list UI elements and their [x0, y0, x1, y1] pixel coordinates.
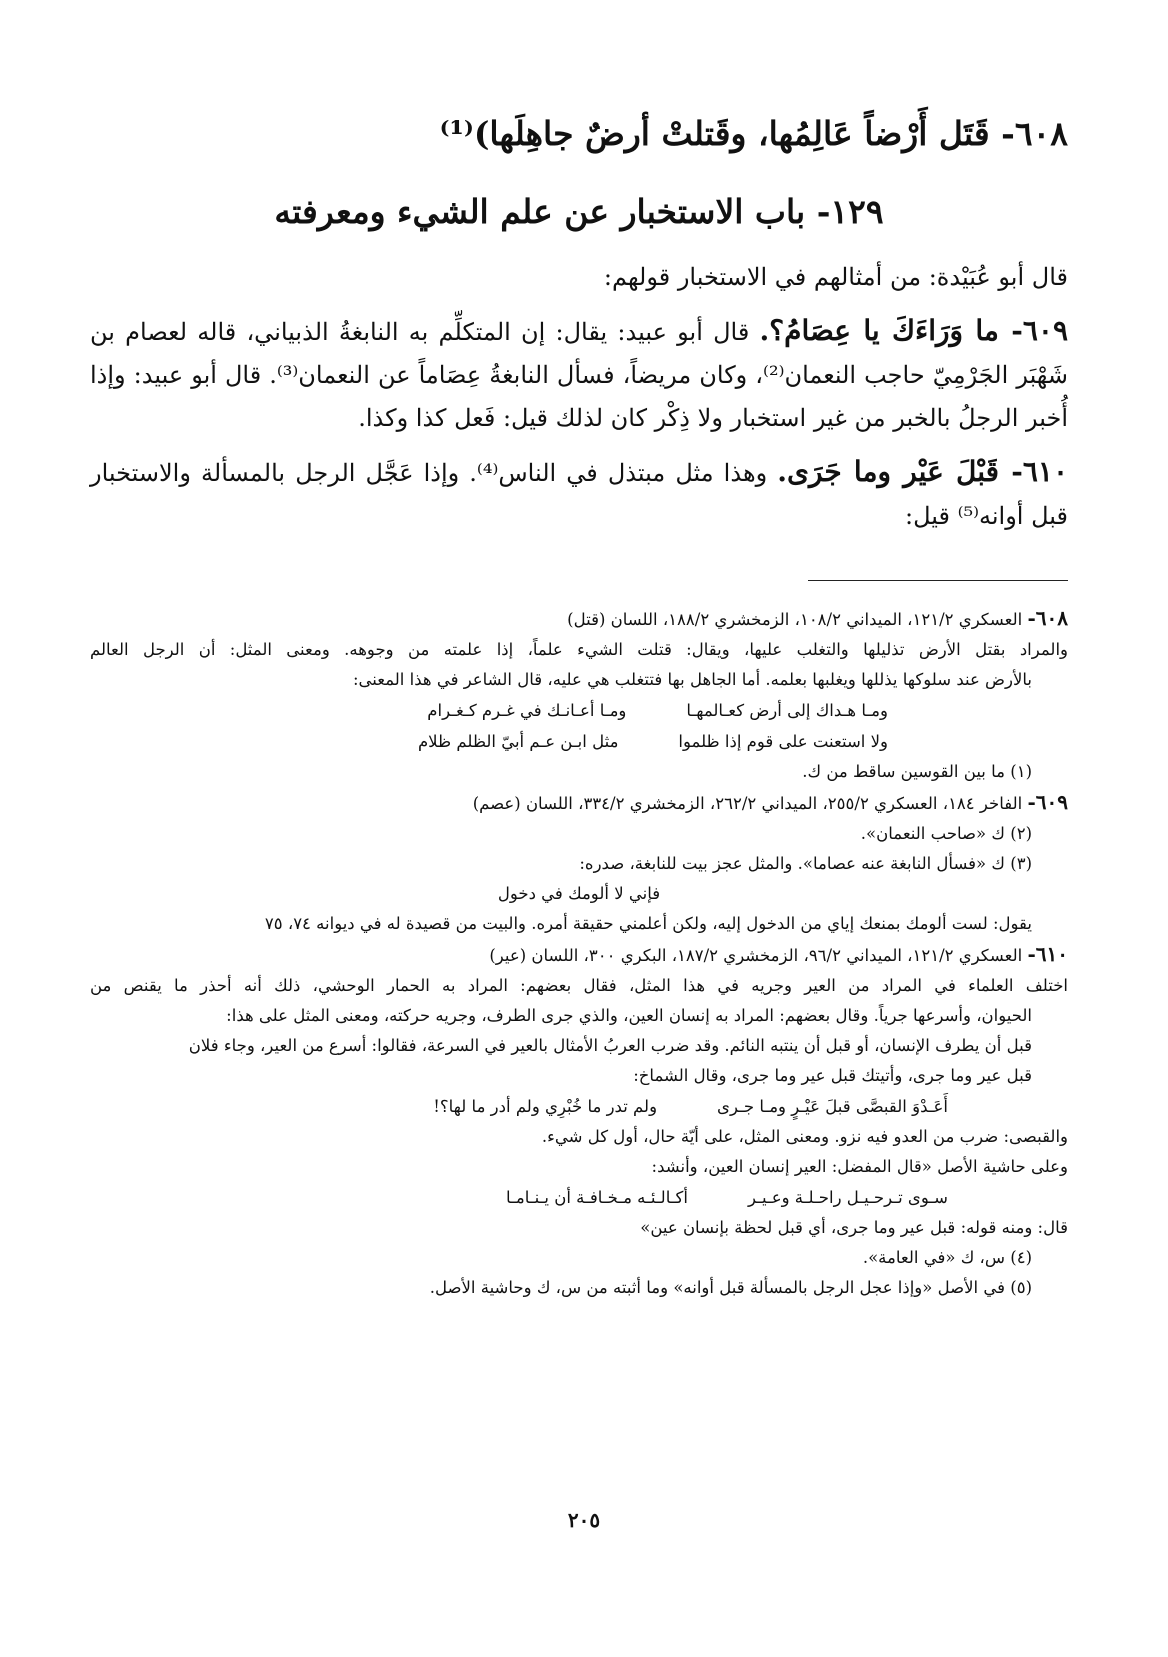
- footnote-610-line1: اختلف العلماء في المراد من العير وجريه في هذا المثل، فقال بعضهم: المراد به الحمار الوحشي، ذلك أنه أحذر ما يقنص من: [90, 976, 1068, 995]
- paragraph-609: [90, 309, 1068, 440]
- footnote-608-line1: والمراد بقتل الأرض تذليلها والتغلب عليها، ويقال: قتلت الشيء علماً، إذا علمته من وجوهه. ومعنى المثل: أن الرجل العالم: [90, 640, 1068, 659]
- footnote-608-verse2: ولا استعنت على قوم إذا ظلموا مثل ابـن عـم أبيّ الظلم ظلام: [417, 732, 888, 751]
- footnote-608-line2: بالأرض عند سلوكها يذللها ويغلبها بعلمه. أما الجاهل بها فتتغلب هي عليه، قال الشاعر في هذا المعنى:: [352, 670, 1032, 689]
- footnote-1: (١) ما بين القوسين ساقط من ك.: [802, 762, 1032, 781]
- footnote-3: (٣) ك «فسأل النابغة عنه عصاما». والمثل عجز بيت للنابغة، صدره:: [579, 854, 1032, 873]
- footnote-608-source: ٦٠٨- العسكري ١٢١/٢، الميداني ١٠٨/٢، الزمخشري ١٨٨/٢، اللسان (قتل): [567, 606, 1068, 630]
- footnote-5: (٥) في الأصل «وإذا عجل الرجل بالمسألة قبل أوانه» وما أثبته من س، ك وحاشية الأصل.: [429, 1278, 1032, 1297]
- footnote-609-source: ٦٠٩- الفاخر ١٨٤، العسكري ٢٥٥/٢، الميداني ٢٦٢/٢، الزمخشري ٣٣٤/٢، اللسان (عصم): [472, 790, 1068, 814]
- proverb-608-heading: ٦٠٨- قَتَل أَرْضاً عَالِمُها، وقَتلتْ أرضٌ جاهِلَها)⁽¹⁾: [439, 114, 1068, 153]
- footnote-610-source: ٦١٠- العسكري ١٢١/٢، الميداني ٩٦/٢، الزمخشري ١٨٧/٢، البكري ٣٠٠، اللسان (عير): [489, 942, 1068, 966]
- footnote-608-number: ٦٠٨-: [1027, 606, 1068, 630]
- footnote-609-line1: يقول: لست ألومك بمنعك إياي من الدخول إليه، ولكن أعلمني حقيقة أمره. والبيت من قصيدة له في ديوانه ٧٤، ٧٥: [264, 914, 1032, 933]
- footnote-609-verse: فإني لا ألومك في دخول: [497, 884, 661, 903]
- paragraph-610-text: وهذا مثل مبتذل في الناس⁽⁴⁾. وإذا عَجَّل الرجل بالمسألة والاستخبار قبل أوانه⁽⁵⁾ قيل:: [90, 459, 1068, 530]
- footnote-610-line2: الحيوان، وأسرعها جرياً. وقال بعضهم: المراد به إنسان العين، والذي جرى الطرف، وجريه حركته، ومعنى المثل على هذا:: [226, 1006, 1032, 1025]
- chapter-title: ١٢٩- باب الاستخبار عن علم الشيء ومعرفته: [274, 192, 884, 231]
- footnote-610-line7: قال: ومنه قوله: قبل عير وما جرى، أي قبل لحظة بإنسان عين»: [640, 1218, 1068, 1237]
- footnote-610-line6: وعلى حاشية الأصل «قال المفضل: العير إنسان العين، وأنشد:: [651, 1157, 1068, 1176]
- proverb-609-lead: ٦٠٩- ما وَرَاءَكَ يا عِصَامُ؟.: [759, 314, 1068, 347]
- footnote-610-verse1: أَعَـدْوَ القبصَّى قبلَ عَيْـرٍ ومـا جـرى ولم تدر ما خُبْرِي ولم أدر ما لها؟!: [433, 1097, 948, 1116]
- footnote-610-line5: والقبصى: ضرب من العدو فيه نزو. ومعنى المثل، على أيّة حال، أول كل شيء.: [541, 1127, 1068, 1146]
- footnote-separator: [808, 580, 1068, 581]
- footnote-610-line3: قبل أن يطرف الإنسان، أو قبل أن ينتبه النائم. وقد ضرب العربُ الأمثال بالعير في السرعة، فقالوا: أسرع من العير، وجاء فلان: [188, 1036, 1032, 1055]
- footnote-609-number: ٦٠٩-: [1027, 790, 1068, 814]
- paragraph-609-text: قال أبو عبيد: يقال: إن المتكلِّم به النابغةُ الذبياني، قاله لعصام بن شَهْبَر الجَرْمِيّ حاجب النعمان⁽²⁾، وكان مريضاً، فسأل النابغةُ عِصَاماً عن النعمان⁽³⁾. قال أبو عبيد: وإذا أُخبر الرجلُ بالخبر من غير استخبار ولا ذِكْر كان لذلك قيل: فَعل كذا وكذا.: [90, 318, 1068, 432]
- footnote-2: (٢) ك «صاحب النعمان».: [860, 824, 1032, 843]
- intro-paragraph: قال أبو عُبَيْدة: من أمثالهم في الاستخبار قولهم:: [603, 263, 1068, 291]
- proverb-610-lead: ٦١٠- قَبْلَ عَيْر وما جَرَى.: [777, 455, 1069, 488]
- footnote-4: (٤) س، ك «في العامة».: [862, 1248, 1032, 1267]
- page-body: [90, 110, 1068, 1303]
- footnote-608-verse1: ومـا هـداك إلى أرض كعـالمهـا ومـا أعـانـك في غـرم كـغـرام: [427, 701, 888, 720]
- page-number: ٢٠٥: [567, 1508, 601, 1532]
- footnote-610-number: ٦١٠-: [1027, 942, 1068, 966]
- footnote-610-line4: قبل عير وما جرى، وأتيتك قبل عير وما جرى، وقال الشماخ:: [633, 1066, 1032, 1085]
- footnotes: [90, 603, 1068, 1303]
- paragraph-610: [90, 450, 1068, 538]
- footnote-610-verse2: سـوى تـرحـيـل راحـلـة وعـيـر أكـالـئـه مـخـافـة أن يـنـامـا: [506, 1188, 948, 1207]
